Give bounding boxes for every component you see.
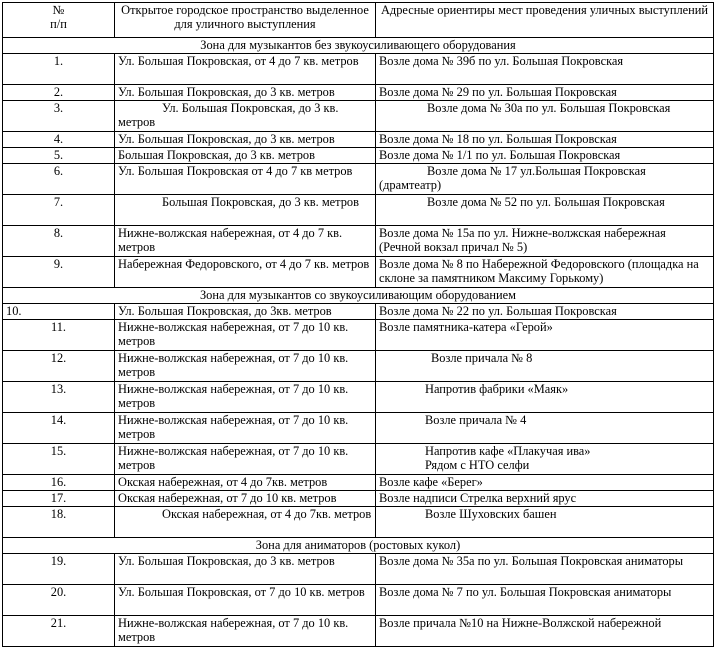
header-space: Открытое городское пространство выделенное для уличного выступления <box>115 3 376 38</box>
row-space: Большая Покровская, до 3 кв. метров <box>115 148 376 164</box>
row-address: Возле дома № 30а по ул. Большая Покровская <box>376 101 714 132</box>
zone-row <box>3 538 714 554</box>
row-number: 6. <box>3 164 115 195</box>
table-row <box>3 195 714 226</box>
row-number: 4. <box>3 132 115 148</box>
row-address: Возле дома № 29 по ул. Большая Покровская <box>376 85 714 101</box>
row-number: 9. <box>3 257 115 288</box>
row-number: 19. <box>3 554 115 585</box>
row-space: Ул. Большая Покровская, от 4 до 7 кв. метров <box>115 54 376 85</box>
row-address: Возле надписи Стрелка верхний ярус <box>376 491 714 507</box>
header-number: № п/п <box>3 3 115 38</box>
row-space: Большая Покровская, до 3 кв. метров <box>115 195 376 226</box>
row-space: Ул. Большая Покровская, до 3 кв. метров <box>115 85 376 101</box>
table-row <box>3 351 714 382</box>
row-address: Возле дома № 8 по Набережной Федоровского (площадка на склоне за памятником Максиму Горькому) <box>376 257 714 288</box>
row-number: 12. <box>3 351 115 382</box>
row-number: 14. <box>3 413 115 444</box>
table-row <box>3 320 714 351</box>
row-address: Возле памятника-катера «Герой» <box>376 320 714 351</box>
zone-row <box>3 38 714 54</box>
table-row <box>3 132 714 148</box>
table-row <box>3 148 714 164</box>
row-space: Набережная Федоровского, от 4 до 7 кв. метров <box>115 257 376 288</box>
row-address: Возле дома № 15а по ул. Нижне-волжская набережная (Речной вокзал причал № 5) <box>376 226 714 257</box>
table-row <box>3 54 714 85</box>
row-address: Возле причала № 8 <box>376 351 714 382</box>
table-row <box>3 413 714 444</box>
zone-title: Зона для музыкантов со звукоусиливающим оборудованием <box>3 288 714 304</box>
row-address: Возле дома № 7 по ул. Большая Покровская аниматоры <box>376 585 714 616</box>
table-row <box>3 382 714 413</box>
row-space: Ул. Большая Покровская, до 3кв. метров <box>115 304 376 320</box>
table-row <box>3 101 714 132</box>
table-row <box>3 491 714 507</box>
row-space: Нижне-волжская набережная, от 7 до 10 кв. метров <box>115 444 376 475</box>
row-address: Возле дома № 17 ул.Большая Покровская (драмтеатр) <box>376 164 714 195</box>
row-space: Окская набережная, от 7 до 10 кв. метров <box>115 491 376 507</box>
row-space: Нижне-волжская набережная, от 7 до 10 кв. метров <box>115 320 376 351</box>
street-performance-table <box>2 2 714 647</box>
row-number: 1. <box>3 54 115 85</box>
zone-row <box>3 288 714 304</box>
row-space: Ул. Большая Покровская, до 3 кв. метров <box>115 554 376 585</box>
row-number: 7. <box>3 195 115 226</box>
row-address: Возле дома № 35а по ул. Большая Покровская аниматоры <box>376 554 714 585</box>
row-space: Нижне-волжская набережная, от 4 до 7 кв. метров <box>115 226 376 257</box>
row-number: 5. <box>3 148 115 164</box>
row-address: Напротив кафе «Плакучая ива» Рядом с НТО селфи <box>376 444 714 475</box>
row-number: 13. <box>3 382 115 413</box>
table-row <box>3 444 714 475</box>
row-number: 15. <box>3 444 115 475</box>
row-space: Ул. Большая Покровская, до 3 кв. метров <box>115 132 376 148</box>
row-number: 8. <box>3 226 115 257</box>
row-space: Окская набережная, от 4 до 7кв. метров <box>115 507 376 538</box>
table-row <box>3 554 714 585</box>
row-space: Ул. Большая Покровская, от 7 до 10 кв. метров <box>115 585 376 616</box>
row-space: Нижне-волжская набережная, от 7 до 10 кв. метров <box>115 382 376 413</box>
row-address: Возле дома № 22 по ул. Большая Покровская <box>376 304 714 320</box>
row-space: Нижне-волжская набережная, от 7 до 10 кв. метров <box>115 413 376 444</box>
table-row <box>3 507 714 538</box>
row-space: Ул. Большая Покровская, до 3 кв. метров <box>115 101 376 132</box>
row-address: Возле дома № 18 по ул. Большая Покровская <box>376 132 714 148</box>
row-address: Напротив фабрики «Маяк» <box>376 382 714 413</box>
row-address: Возле дома № 39б по ул. Большая Покровская <box>376 54 714 85</box>
table-header-row <box>3 3 714 38</box>
table-row <box>3 85 714 101</box>
table-row <box>3 475 714 491</box>
row-space: Нижне-волжская набережная, от 7 до 10 кв. метров <box>115 351 376 382</box>
row-address: Возле дома № 52 по ул. Большая Покровская <box>376 195 714 226</box>
header-address: Адресные ориентиры мест проведения уличных выступлений <box>376 3 714 38</box>
zone-title: Зона для аниматоров (ростовых кукол) <box>3 538 714 554</box>
row-address: Возле причала № 4 <box>376 413 714 444</box>
row-address: Возле дома № 1/1 по ул. Большая Покровская <box>376 148 714 164</box>
row-space: Ул. Большая Покровская от 4 до 7 кв метров <box>115 164 376 195</box>
zone-title: Зона для музыкантов без звукоусиливающего оборудования <box>3 38 714 54</box>
row-number: 10. <box>3 304 115 320</box>
row-address: Возле причала №10 на Нижне-Волжской набережной <box>376 616 714 647</box>
row-address: Возле кафе «Берег» <box>376 475 714 491</box>
table-row <box>3 257 714 288</box>
row-number: 20. <box>3 585 115 616</box>
row-space: Нижне-волжская набережная, от 7 до 10 кв. метров <box>115 616 376 647</box>
row-number: 2. <box>3 85 115 101</box>
table-row <box>3 304 714 320</box>
row-space: Окская набережная, от 4 до 7кв. метров <box>115 475 376 491</box>
row-number: 11. <box>3 320 115 351</box>
row-number: 16. <box>3 475 115 491</box>
table-row <box>3 616 714 647</box>
row-number: 3. <box>3 101 115 132</box>
table-row <box>3 226 714 257</box>
table-row <box>3 164 714 195</box>
row-address: Возле Шуховских башен <box>376 507 714 538</box>
row-number: 21. <box>3 616 115 647</box>
row-number: 17. <box>3 491 115 507</box>
row-number: 18. <box>3 507 115 538</box>
table-row <box>3 585 714 616</box>
